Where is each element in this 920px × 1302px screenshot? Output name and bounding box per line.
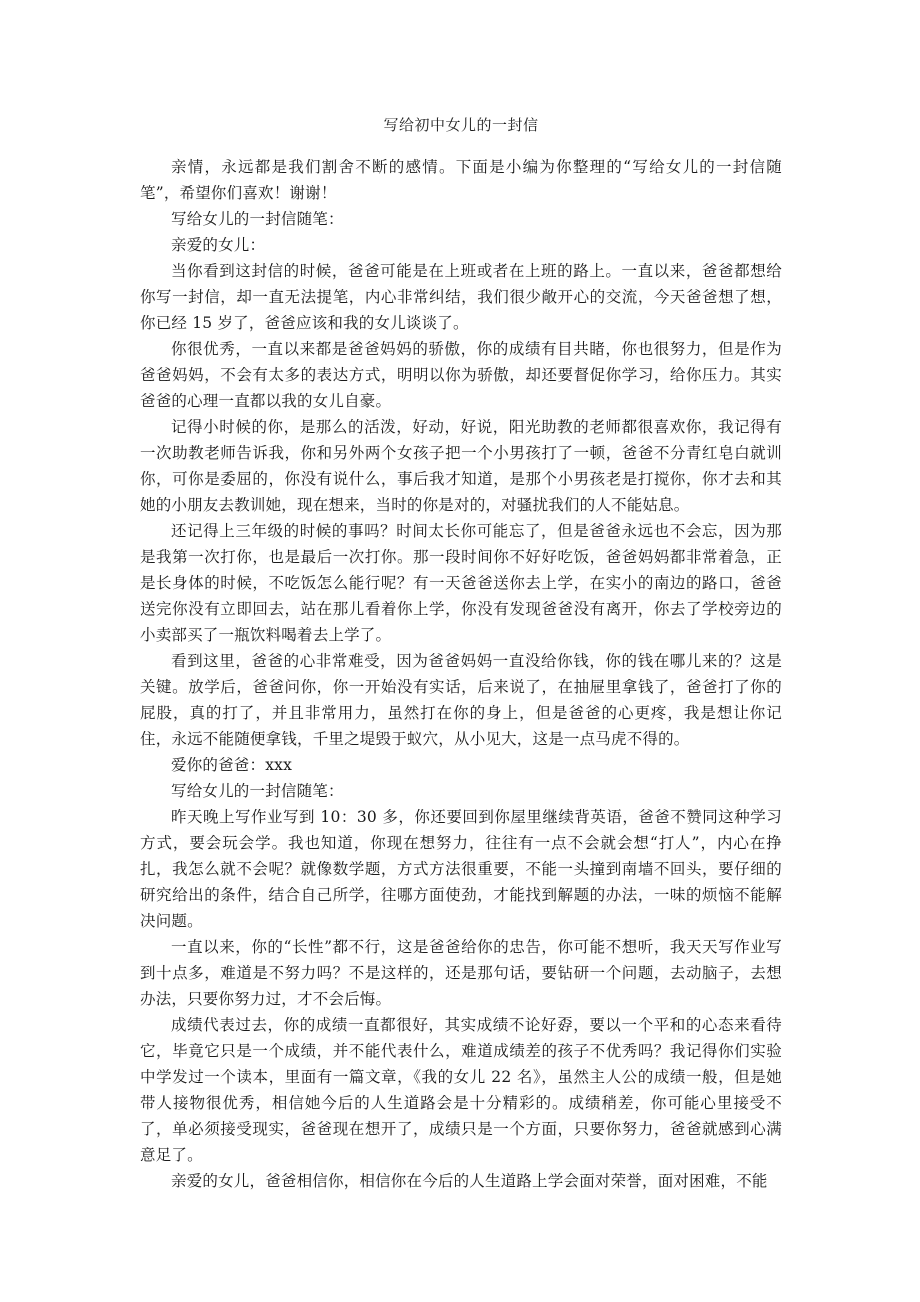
paragraph: 亲爱的女儿，爸爸相信你，相信你在今后的人生道路上学会面对荣誉，面对困难，不能 bbox=[171, 1172, 768, 1190]
paragraph: 记得小时候的你，是那么的活泼，好动，好说，阳光助教的老师都很喜欢你，我记得有一次助教老师告诉我，你和另外两个女孩子把一个小男孩打了一顿，爸爸不分青红皂白就训你，可你是委屈的，你没有说什么，事后我才知道，是那个小男孩老是打搅你，你才去和其她的小朋友去教训她，现在想来，当时的你是对的，对骚扰我们的人不能姑息。 bbox=[140, 418, 782, 514]
document-title: 写给初中女儿的一封信 bbox=[383, 116, 539, 134]
paragraph: 爱你的爸爸：xxx bbox=[171, 756, 293, 774]
paragraph: 一直以来，你的“长性”都不行，这是爸爸给你的忠告，你可能不想听，我天天写作业写到十点多，难道是不努力吗？不是这样的，还是那句话，要钻研一个问题，去动脑子，去想办法，只要你努力过，才不会后悔。 bbox=[140, 938, 782, 1008]
document-body bbox=[140, 154, 782, 1194]
paragraph: 你很优秀，一直以来都是爸爸妈妈的骄傲，你的成绩有目共睹，你也很努力，但是作为爸爸妈妈，不会有太多的表达方式，明明以你为骄傲，却还要督促你学习，给你压力。其实爸爸的心理一直都以我的女儿自豪。 bbox=[140, 340, 782, 410]
paragraph: 还记得上三年级的时候的事吗？时间太长你可能忘了，但是爸爸永远也不会忘，因为那是我第一次打你，也是最后一次打你。那一段时间你不好好吃饭，爸爸妈妈都非常着急，正是长身体的时候，不吃饭怎么能行呢？有一天爸爸送你去上学，在实小的南边的路口，爸爸送完你没有立即回去，站在那儿看着你上学，你没有发现爸爸没有离开，你去了学校旁边的小卖部买了一瓶饮料喝着去上学了。 bbox=[140, 522, 782, 644]
paragraph: 亲情，永远都是我们割舍不断的感情。下面是小编为你整理的“写给女儿的一封信随笔”，希望你们喜欢！谢谢！ bbox=[140, 158, 782, 202]
paragraph: 成绩代表过去，你的成绩一直都很好，其实成绩不论好孬，要以一个平和的心态来看待它，毕竟它只是一个成绩，并不能代表什么，难道成绩差的孩子不优秀吗？我记得你们实验中学发过一个读本，里面有一篇文章，《我的女儿 22 名》，虽然主人公的成绩一般，但是她带人接物很优秀，相信她今后的人生道路会是十分精彩的。成绩稍差，你可能心里接受不了，单必须接受现实，爸爸现在想开了，成绩只是一个方面，只要你努力，爸爸就感到心满意足了。 bbox=[140, 1016, 782, 1164]
paragraph: 昨天晚上写作业写到 10：30 多，你还要回到你屋里继续背英语，爸爸不赞同这种学习方式，要会玩会学。我也知道，你现在想努力，往往有一点不会就会想“打人”，内心在挣扎，我怎么就不会呢？就像数学题，方式方法很重要，不能一头撞到南墙不回头，要仔细的研究给出的条件，结合自己所学，往哪方面使劲，才能找到解题的办法，一味的烦恼不能解决问题。 bbox=[140, 808, 782, 930]
paragraph: 写给女儿的一封信随笔： bbox=[171, 782, 344, 800]
paragraph: 亲爱的女儿： bbox=[171, 236, 266, 254]
paragraph: 当你看到这封信的时候，爸爸可能是在上班或者在上班的路上。一直以来，爸爸都想给你写一封信，却一直无法提笔，内心非常纠结，我们很少敞开心的交流，今天爸爸想了想，你已经 15 岁了，爸爸应该和我的女儿谈谈了。 bbox=[140, 262, 782, 332]
paragraph: 看到这里，爸爸的心非常难受，因为爸爸妈妈一直没给你钱，你的钱在哪儿来的？这是关键。放学后，爸爸问你，你一开始没有实话，后来说了，在抽屉里拿钱了，爸爸打了你的屁股，真的打了，并且非常用力，虽然打在你的身上，但是爸爸的心更疼，我是想让你记住，永远不能随便拿钱，千里之堤毁于蚁穴，从小见大，这是一点马虎不得的。 bbox=[140, 652, 782, 748]
paragraph: 写给女儿的一封信随笔： bbox=[171, 210, 344, 228]
